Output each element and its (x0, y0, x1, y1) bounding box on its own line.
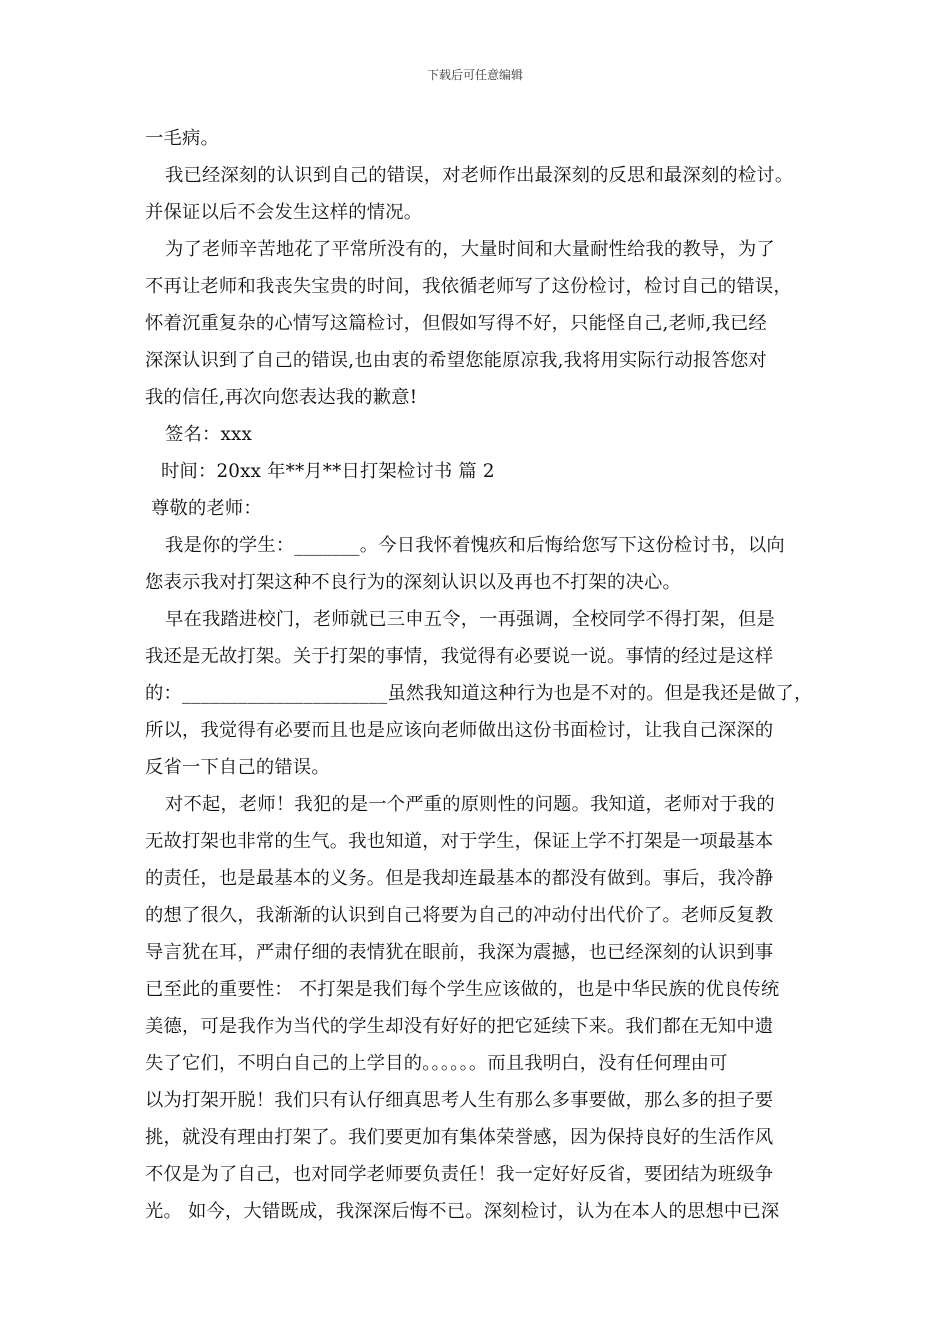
text-line: 怀着沉重复杂的心情写这篇检讨，但假如写得不好，只能怪自己,老师,我已经 (145, 313, 767, 334)
salutation-line: 尊敬的老师： (151, 498, 262, 519)
text-line: 失了它们，不明白自己的上学目的。。。。。。而且我明白，没有任何理由可 (145, 1053, 728, 1074)
text-line: 并保证以后不会发生这样的情况。 (145, 202, 423, 223)
text-line: 我还是无故打架。关于打架的事情，我觉得有必要说一说。事情的经过是这样 (145, 646, 774, 667)
paragraph-line: 我是你的学生：_______。今日我怀着愧疚和后悔给您写下这份检讨书，以向 (165, 535, 785, 556)
text-line: 美德，可是我作为当代的学生却没有好好的把它延续下来。我们都在无知中遗 (145, 1016, 774, 1037)
text-line: 我的信任,再次向您表达我的歉意! (145, 387, 418, 408)
paragraph-line: 为了老师辛苦地花了平常所没有的，大量时间和大量耐性给我的教导，为了 (165, 239, 775, 260)
text-line: 导言犹在耳，严肃仔细的表情犹在眼前，我深为震撼，也已经深刻的认识到事 (145, 942, 774, 963)
text-line: 深深认识到了自己的错误,也由衷的希望您能原凉我,我将用实际行动报答您对 (145, 350, 767, 371)
paragraph-line: 对不起，老师！我犯的是一个严重的原则性的问题。我知道，老师对于我的 (165, 794, 775, 815)
text-line: 以为打架开脱！我们只有认仔细真思考人生有那么多事要做，那么多的担子要 (145, 1090, 774, 1111)
text-line: 的想了很久，我渐渐的认识到自己将要为自己的冲动付出代价了。老师反复教 (145, 905, 774, 926)
text-line: 不仅是为了自己，也对同学老师要负责任！我一定好好反省，要团结为班级争 (145, 1164, 774, 1185)
text-line: 已至此的重要性： 不打架是我们每个学生应该做的，也是中华民族的优良传统 (145, 979, 780, 1000)
text-line: 无故打架也非常的生气。我也知道，对于学生，保证上学不打架是一项最基本 (145, 831, 774, 852)
text-line: 您表示我对打架这种不良行为的深刻认识以及再也不打架的决心。 (145, 572, 681, 593)
text-line: 不再让老师和我丧失宝贵的时间，我依循老师写了这份检讨，检讨自己的错误， (145, 276, 792, 297)
text-line: 一毛病。 (145, 128, 219, 149)
page-header: 下载后可任意编辑 (426, 68, 523, 82)
paragraph-line: 早在我踏进校门，老师就已三申五令，一再强调，全校同学不得打架，但是 (165, 609, 775, 630)
text-line: 所以，我觉得有必要而且也是应该向老师做出这份书面检讨，让我自己深深的 (145, 720, 774, 741)
text-line: 的责任，也是最基本的义务。但是我却连最基本的都没有做到。事后，我冷静 (145, 868, 774, 889)
date-title-line: 时间：20xx 年**月**日打架检讨书 篇 2 (161, 461, 495, 482)
paragraph-line: 我已经深刻的认识到自己的错误，对老师作出最深刻的反思和最深刻的检讨。 (165, 165, 794, 186)
text-line: 反省一下自己的错误。 (145, 757, 330, 778)
signature-line: 签名：xxx (165, 424, 252, 445)
text-line: 挑，就没有理由打架了。我们要更加有集体荣誉感，因为保持良好的生活作风 (145, 1127, 774, 1148)
text-line: 的：______________________虽然我知道这种行为也是不对的。但是我还是做了， (145, 683, 813, 704)
text-line: 光。 如今，大错既成，我深深后悔不已。深刻检讨，认为在本人的思想中已深 (145, 1201, 780, 1222)
document-body (145, 120, 825, 1230)
